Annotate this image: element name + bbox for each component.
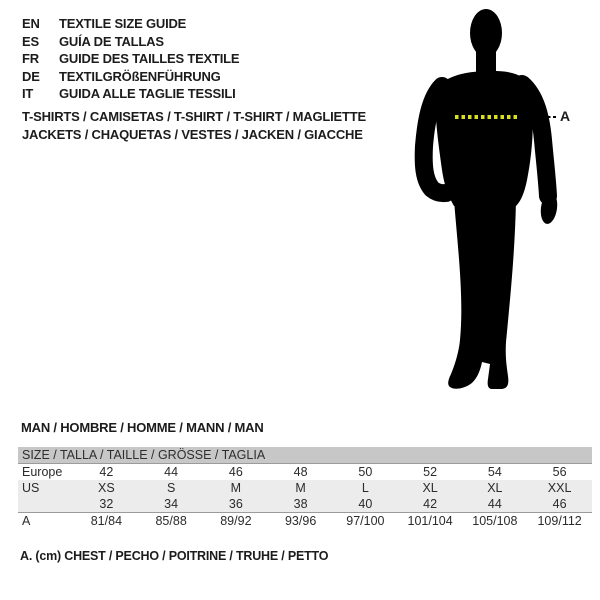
silhouette-neck bbox=[476, 42, 496, 72]
row-label: Europe bbox=[22, 465, 63, 479]
table-cell: 42 bbox=[423, 497, 438, 511]
table-cell: 44 bbox=[164, 465, 179, 479]
table-cell: 52 bbox=[423, 465, 438, 479]
category-lines bbox=[22, 108, 366, 144]
table-cell: XL bbox=[422, 481, 438, 495]
row-label: US bbox=[22, 481, 40, 495]
table-cell: M bbox=[230, 481, 242, 495]
size-table-header: SIZE / TALLA / TAILLE / GRÖSSE / TAGLIA bbox=[18, 447, 592, 464]
language-code: FR bbox=[22, 51, 39, 66]
table-cell: 44 bbox=[487, 497, 502, 511]
table-cell: L bbox=[361, 481, 369, 495]
language-label: GUIDE DES TAILLES TEXTILE bbox=[59, 51, 240, 66]
man-silhouette-figure bbox=[396, 0, 568, 400]
table-cell: XL bbox=[487, 481, 503, 495]
table-cell: 48 bbox=[293, 465, 308, 479]
language-code: ES bbox=[22, 33, 39, 49]
measure-label-a: A bbox=[560, 108, 570, 124]
language-item bbox=[22, 68, 239, 86]
table-cell: 101/104 bbox=[407, 514, 453, 528]
table-cell: 40 bbox=[358, 497, 373, 511]
table-cell: 34 bbox=[164, 497, 179, 511]
table-cell: 36 bbox=[228, 497, 243, 511]
table-row-us bbox=[18, 480, 592, 496]
table-cell: 38 bbox=[293, 497, 308, 511]
table-cell: 56 bbox=[552, 465, 567, 479]
table-cell: 89/92 bbox=[220, 514, 252, 528]
silhouette-body bbox=[424, 9, 559, 389]
table-cell: 32 bbox=[99, 497, 114, 511]
language-label: TEXTILGRÖßENFÜHRUNG bbox=[59, 68, 221, 84]
language-code: DE bbox=[22, 68, 40, 84]
footnote-chest-measurement: A. (cm) CHEST / PECHO / POITRINE / TRUHE / PETTO bbox=[20, 549, 329, 563]
table-cell: 97/100 bbox=[346, 514, 385, 528]
table-cell: 93/96 bbox=[284, 514, 317, 528]
table-cell: 105/108 bbox=[472, 514, 518, 528]
size-table bbox=[18, 447, 592, 529]
language-label: GUIDA ALLE TAGLIE TESSILI bbox=[59, 86, 236, 101]
table-cell: 46 bbox=[228, 465, 243, 479]
language-item bbox=[22, 85, 239, 103]
category-line: JACKETS / CHAQUETAS / VESTES / JACKEN / GIACCHE bbox=[22, 127, 363, 142]
silhouette-legs bbox=[448, 200, 516, 389]
table-cell: 85/88 bbox=[155, 514, 187, 528]
language-item bbox=[22, 15, 239, 33]
language-label: TEXTILE SIZE GUIDE bbox=[59, 16, 187, 31]
table-cell: 109/112 bbox=[537, 514, 582, 528]
language-code: EN bbox=[22, 16, 40, 31]
section-title-man: MAN / HOMBRE / HOMME / MANN / MAN bbox=[21, 420, 264, 435]
table-cell: 46 bbox=[552, 497, 567, 511]
man-silhouette-svg bbox=[396, 0, 568, 400]
table-cell: S bbox=[166, 481, 176, 495]
table-row-numeric bbox=[18, 496, 592, 512]
row-label: A bbox=[22, 514, 31, 528]
table-row-chest-a bbox=[18, 512, 592, 529]
language-label: GUÍA DE TALLAS bbox=[59, 33, 164, 49]
table-cell: 50 bbox=[358, 465, 373, 479]
table-row-europe bbox=[18, 464, 592, 480]
table-cell: 42 bbox=[99, 465, 114, 479]
table-cell: M bbox=[295, 481, 306, 495]
table-cell: XS bbox=[98, 481, 115, 495]
language-item bbox=[22, 33, 239, 51]
language-guide-list bbox=[22, 15, 239, 103]
table-cell: XXL bbox=[547, 481, 572, 495]
language-code: IT bbox=[22, 86, 34, 101]
category-line: T-SHIRTS / CAMISETAS / T-SHIRT / T-SHIRT / MAGLIETTE bbox=[22, 109, 366, 124]
table-cell: 81/84 bbox=[90, 514, 123, 528]
table-cell: 54 bbox=[487, 465, 502, 479]
language-item bbox=[22, 50, 239, 68]
